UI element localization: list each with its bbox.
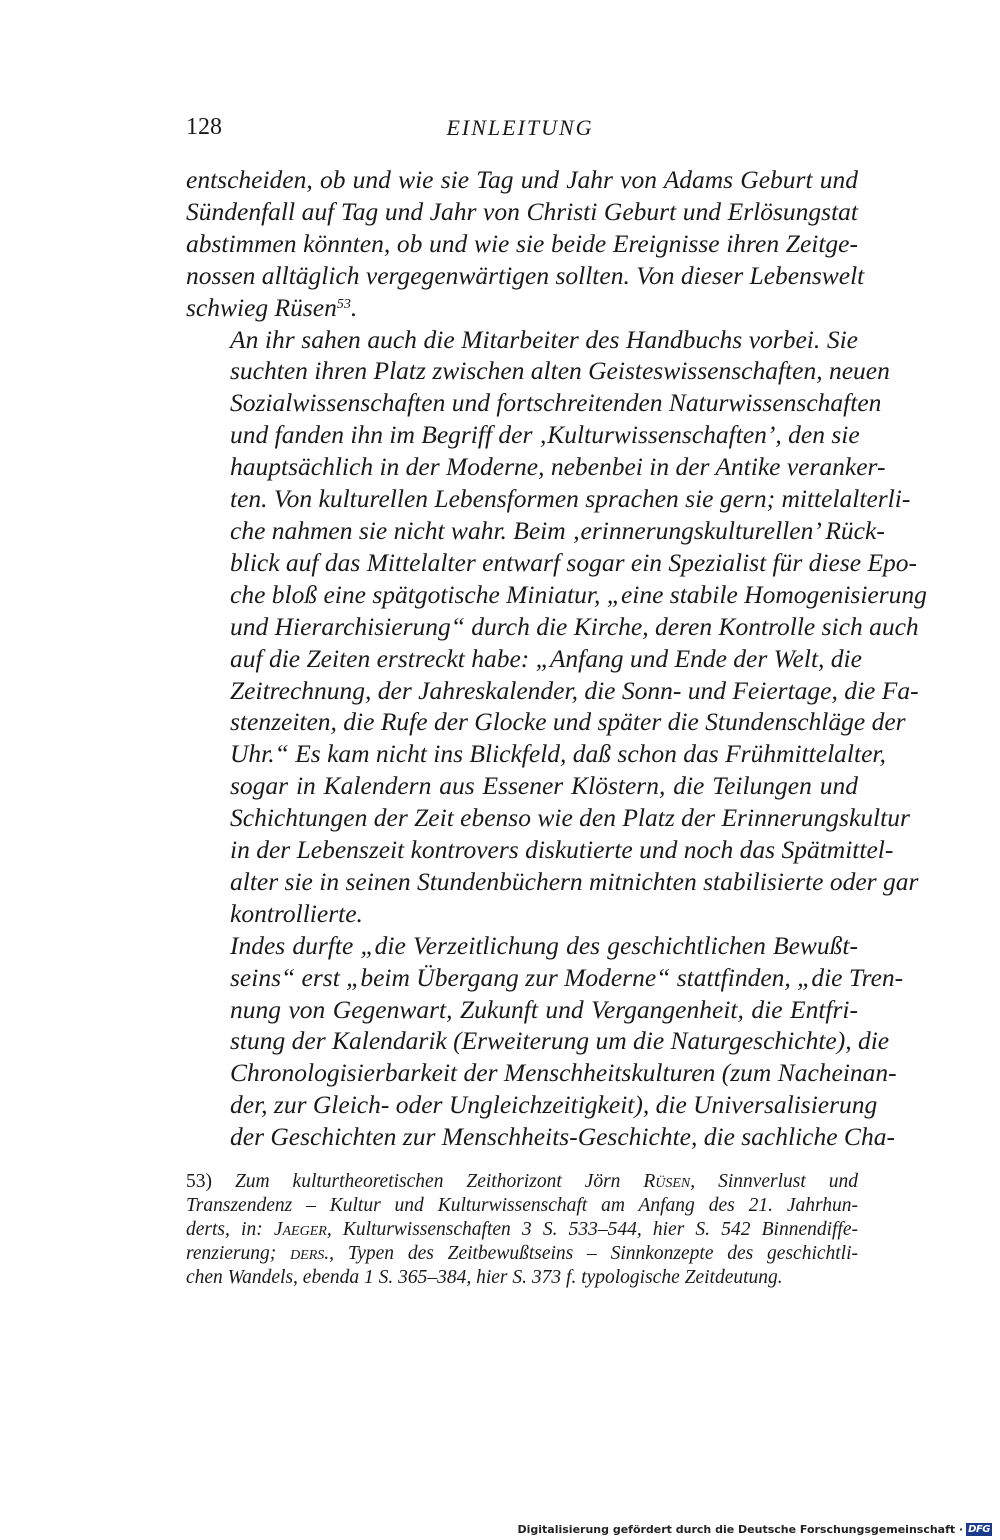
footnote-line: chen Wandels, ebenda 1 S. 365–384, hier S. 373 f. typologische Zeitdeutung.: [186, 1267, 783, 1288]
text-fragment: , Sinnverlust und: [690, 1171, 858, 1192]
footnote-line: [186, 1242, 858, 1266]
text-line: alter sie in seinen Stundenbüchern mitnichten stabilisierte oder gar: [230, 866, 919, 896]
text-line: in der Lebenszeit kontrovers diskutierte und noch das Spätmittel-: [230, 835, 894, 865]
text-line: hauptsächlich in der Moderne, nebenbei in der Antike veranker-: [230, 452, 886, 482]
dfg-logo-icon: DFG: [968, 1524, 990, 1535]
text-line: che bloß eine spätgotische Miniatur, „eine stabile Homogenisierung: [230, 579, 927, 609]
text-line: Uhr.“ Es kam nicht ins Blickfeld, daß schon das Frühmittelalter,: [230, 739, 886, 769]
text-line: abstimmen könnten, ob und wie sie beide Ereignisse ihren Zeitge-: [186, 228, 858, 258]
text-fragment: , Kulturwissenschaften 3 S. 533–544, hier S. 542 Binnendiffe-: [326, 1219, 858, 1240]
text-line: Indes durfte „die Verzeitlichung des geschichtlichen Bewußt-: [230, 930, 858, 960]
text-line: ten. Von kulturellen Lebensformen sprachen sie gern; mittelalterli-: [230, 484, 911, 514]
text-line: sogar in Kalendern aus Essener Klöstern, die Teilungen und: [230, 771, 858, 801]
footnote-line: Transzendenz – Kultur und Kulturwissenschaft am Anfang des 21. Jahrhun-: [186, 1195, 858, 1216]
footnote-reference[interactable]: 53: [336, 296, 351, 312]
digitization-banner: [517, 1523, 992, 1536]
paragraph-1: [186, 164, 865, 324]
text-fragment: , Typen des Zeitbewußtseins – Sinnkonzepte des geschichtli-: [329, 1243, 859, 1264]
text-line: seins“ erst „beim Übergang zur Moderne“ stattfinden, „die Tren-: [230, 962, 904, 992]
text-line: suchten ihren Platz zwischen alten Geisteswissenschaften, neuen: [230, 356, 890, 386]
author-name: Rüsen: [643, 1171, 691, 1192]
text-line: Chronologisierbarkeit der Menschheitskulturen (zum Nacheinan-: [230, 1058, 897, 1088]
text-fragment: renzierung;: [186, 1243, 291, 1264]
text-fragment: .: [350, 292, 358, 322]
footnote-number: 53): [186, 1171, 212, 1192]
footnote-block: [186, 1170, 858, 1290]
text-line: kontrollierte.: [230, 898, 363, 928]
text-fragment: derts, in:: [186, 1219, 274, 1240]
text-line: der Geschichten zur Menschheits-Geschichte, die sachliche Cha-: [230, 1122, 895, 1152]
text-line: [186, 292, 858, 324]
text-line: und fanden ihn im Begriff der ‚Kulturwissenschaften’, den sie: [230, 420, 860, 450]
banner-text: Digitalisierung gefördert durch die Deutsche Forschungsgemeinschaft ·: [517, 1523, 964, 1536]
text-line: Sündenfall auf Tag und Jahr von Christi Geburt und Erlösungstat: [186, 196, 858, 226]
running-head: EINLEITUNG: [446, 115, 594, 140]
author-name: ders.: [290, 1243, 330, 1264]
paragraph-2: [186, 324, 927, 930]
footnote-line: [186, 1170, 858, 1194]
text-line: nung von Gegenwart, Zukunft und Vergangenheit, die Entfri-: [230, 994, 858, 1024]
text-line: An ihr sahen auch die Mitarbeiter des Handbuchs vorbei. Sie: [230, 324, 858, 354]
text-line: Schichtungen der Zeit ebenso wie den Platz der Erinnerungskultur: [230, 803, 910, 833]
footnote-line: [186, 1218, 858, 1242]
text-line: che nahmen sie nicht wahr. Beim ‚erinnerungskulturellen’ Rück-: [230, 515, 885, 545]
text-line: auf die Zeiten erstreckt habe: „Anfang und Ende der Welt, die: [230, 643, 862, 673]
text-fragment: Zum kulturtheoretischen Zeithorizont Jörn: [234, 1171, 644, 1192]
text-line: Sozialwissenschaften und fortschreitenden Naturwissenschaften: [230, 388, 882, 418]
main-text: [186, 164, 927, 1153]
text-line: und Hierarchisierung“ durch die Kirche, deren Kontrolle sich auch: [230, 611, 919, 641]
text-line: stenzeiten, die Rufe der Glocke und später die Stundenschläge der: [230, 707, 906, 737]
author-name: Jaeger: [273, 1219, 327, 1240]
text-fragment: schwieg Rüsen: [186, 292, 337, 322]
text-line: blick auf das Mittelalter entwarf sogar ein Spezialist für diese Epo-: [230, 547, 918, 577]
text-line: stung der Kalendarik (Erweiterung um die Naturgeschichte), die: [230, 1026, 890, 1056]
text-line: entscheiden, ob und wie sie Tag und Jahr von Adams Geburt und: [186, 165, 858, 194]
text-line: nossen alltäglich vergegenwärtigen sollten. Von dieser Lebenswelt: [186, 260, 865, 290]
text-line: der, zur Gleich- oder Ungleichzeitigkeit), die Universalisierung: [230, 1090, 878, 1120]
paragraph-3: [186, 930, 904, 1153]
text-line: Zeitrechnung, der Jahreskalender, die Sonn- und Feiertage, die Fa-: [230, 675, 919, 705]
page-number: 128: [186, 114, 222, 140]
